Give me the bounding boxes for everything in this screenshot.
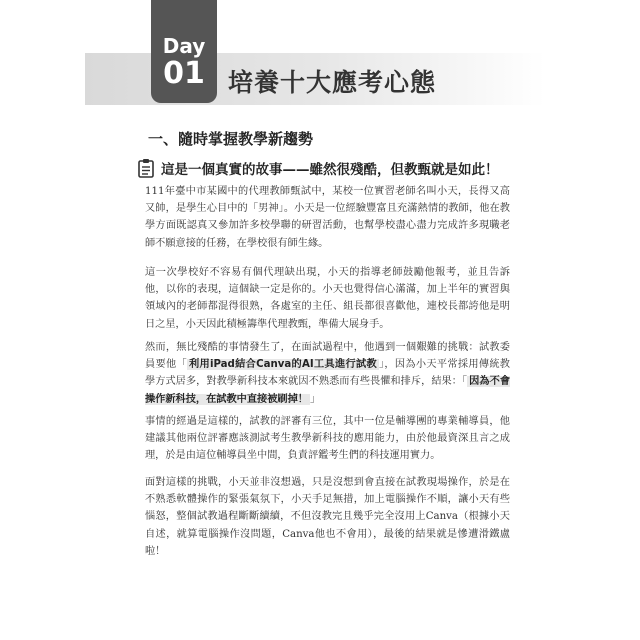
paragraph-3-middle: 」，因為小天平常採用傳統教學方式居多，對教學新科技本來就因不熟悉而有些畏懼和排斥，結果：「 — [145, 359, 510, 388]
clipboard-icon — [137, 158, 155, 178]
highlight-ipad-canva: 利用iPad結合Canva的AI工具進行試教 — [188, 359, 377, 371]
paragraph-1: 111年臺中市某國中的代理教師甄試中，某校一位實習老師名叫小天，長得又高又帥，是學生心目中的「男神」。小天是一位經驗豐富且充滿熱情的教師，他在教學方面既認真又參加許多校學聯的研習活動，也幫學校盡心盡力完成許多現職老師不願意接的任務，在學校很有師生緣。 — [145, 186, 510, 249]
chapter-title: 培養十大應考心態 — [228, 68, 437, 97]
paragraph-3-before: 然而，無比殘酷的事情發生了，在面試過程中，他遇到一個艱難的挑戰：試教委員要他「 — [145, 342, 510, 371]
day-badge — [151, 0, 217, 103]
day-number: 01 — [163, 56, 205, 91]
paragraph-3 — [145, 339, 510, 408]
highlight-eliminated: 因為不會操作新科技，在試教中直接被刷掉！ — [145, 376, 511, 405]
story-heading-text: 這是一個真實的故事——雖然很殘酷，但教甄就是如此！ — [161, 162, 499, 178]
paragraph-3-after: 」 — [310, 393, 321, 405]
paragraph-4: 事情的經過是這樣的，試教的評審有三位，其中一位是輔導團的專業輔導員，他建議其他兩位評審應該測試考生教學新科技的應用能力，由於他最資深且言之成理，於是由這位輔導員坐中間，負責評鑑考生們的科技運用實力。 — [145, 416, 510, 462]
section-heading: 一、隨時掌握教學新趨勢 — [148, 130, 314, 148]
story-heading — [137, 157, 499, 179]
paragraph-2: 這一次學校好不容易有個代理缺出現，小天的指導老師鼓勵他報考，並且告訴他，以你的表現，這個缺一定是你的。小天也覺得信心滿滿，加上半年的實習與領域內的老師都混得很熟，各處室的主任、組長都很喜歡他，連校長都誇他是明日之星，小天因此積極籌準代理教甄，準備大展身手。 — [145, 267, 510, 330]
paragraph-5: 面對這樣的挑戰，小天並非沒想過，只是沒想到會直接在試教現場操作，於是在不熟悉軟體操作的緊張氣氛下，小天手足無措，加上電腦操作不順，讓小天有些惱怒，整個試教過程斷斷續續，不但沒教完且幾乎完全沒用上Canva（根據小天自述，就算電腦操作沒問題，Canva他也不會用），最後的結果就是慘遭滑鐵盧啦！ — [145, 477, 510, 557]
day-label: Day — [162, 34, 206, 58]
